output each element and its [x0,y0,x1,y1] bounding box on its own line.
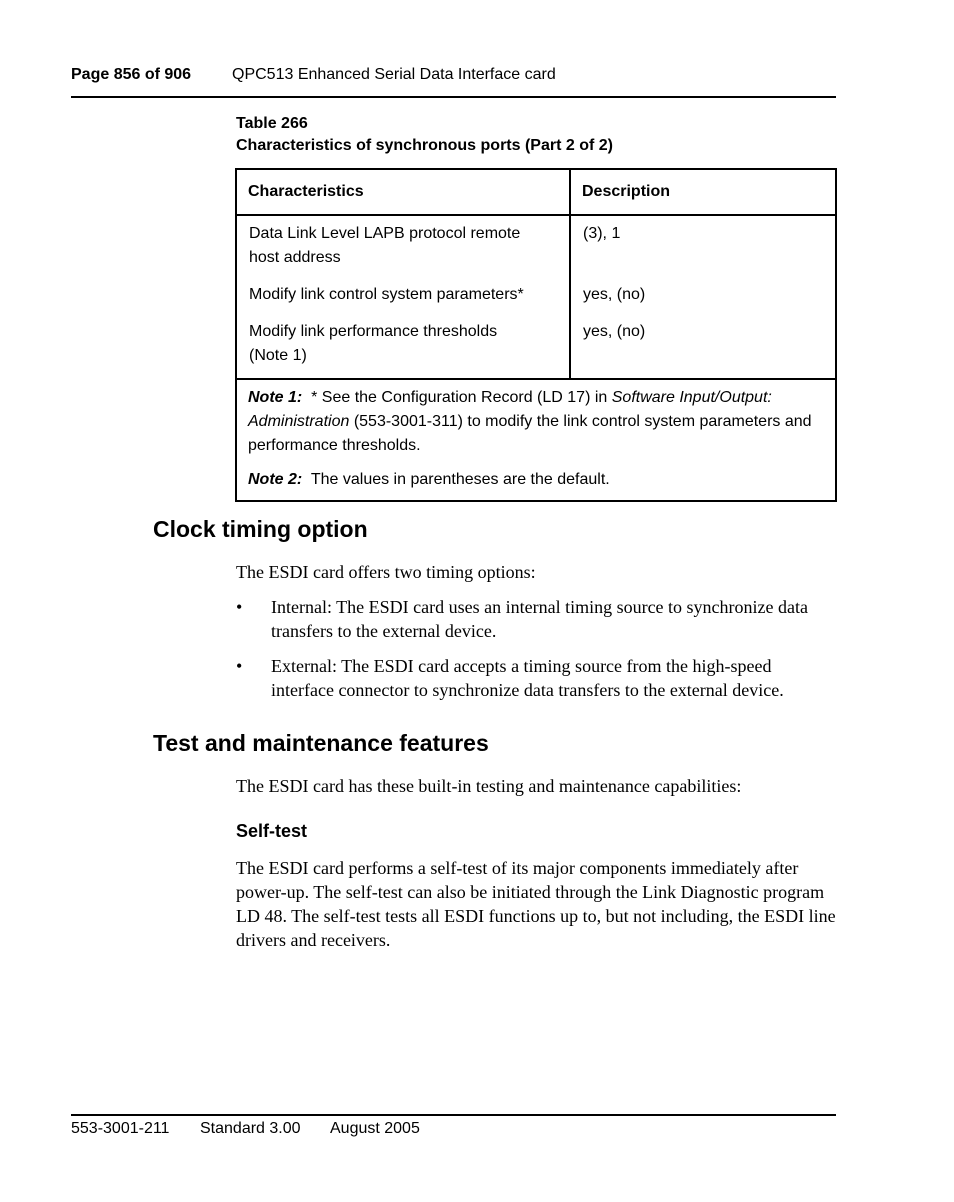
list-item-text: External: The ESDI card accepts a timing source from the high-speed interface connector to synchronize data transfers to the external device. [271,656,784,700]
page-footer [71,1114,836,1137]
table-row-characteristic: Modify link control system parameters* [249,286,524,303]
clock-intro-paragraph: The ESDI card offers two timing options: [236,562,536,582]
table-title: Characteristics of synchronous ports (Part 2 of 2) [236,137,613,154]
note-1-text-b: (553-3001-311) to modify the link control system parameters and performance thresholds. [248,413,812,454]
table-row-description: yes, (no) [583,323,646,340]
document-title: QPC513 Enhanced Serial Data Interface card [232,66,556,83]
table-row-description: (3), 1 [583,225,621,242]
page-header [71,66,836,98]
characteristics-cell [236,215,570,379]
page-number: Page 856 of 906 [71,66,192,83]
table-row-characteristic: Modify link performance thresholds (Note 1) [249,323,498,364]
table-notes [236,379,836,501]
note-1-reference-title: Software Input/Output: Administration [248,389,772,430]
table-number: Table 266 [236,115,308,132]
table-header-row [236,169,836,215]
subsection-heading-self-test: Self-test [236,821,308,841]
test-intro-paragraph: The ESDI card has these built-in testing and maintenance capabilities: [236,776,742,796]
section-heading-clock-timing: Clock timing option [153,516,368,542]
table-caption [236,113,613,157]
note-1-text-a: * See the Configuration Record (LD 17) in [311,389,608,406]
section-heading-test-maintenance: Test and maintenance features [153,730,489,756]
document-standard: Standard 3.00 [200,1120,301,1137]
bullet-icon: • [236,597,243,617]
note-1-label: Note 1: [248,389,303,406]
table-notes-row [236,379,836,501]
table-row-characteristic: Data Link Level LAPB protocol remote host address [249,225,521,266]
document-number: 553-3001-211 [71,1120,170,1137]
bullet-icon: • [236,656,243,676]
note-1 [248,386,825,458]
column-header-characteristics: Characteristics [236,169,570,215]
note-2-text: The values in parentheses are the default. [310,471,610,488]
note-2-label: Note 2: [248,471,303,488]
characteristics-table [235,168,837,502]
description-cell [570,215,836,379]
list-item-text: Internal: The ESDI card uses an internal timing source to synchronize data transfers to the external device. [271,597,808,641]
note-2 [248,468,825,492]
document-date: August 2005 [330,1120,420,1137]
column-header-description: Description [570,169,836,215]
table-body-row [236,215,836,379]
table-row-description: yes, (no) [583,286,646,303]
self-test-paragraph: The ESDI card performs a self-test of its major components immediately after power-up. The self-test can also be initiated through the Link Diagnostic program LD 48. The self-test tests all ESDI functions up to, but not including, the ESDI line drivers and receivers. [236,858,836,950]
